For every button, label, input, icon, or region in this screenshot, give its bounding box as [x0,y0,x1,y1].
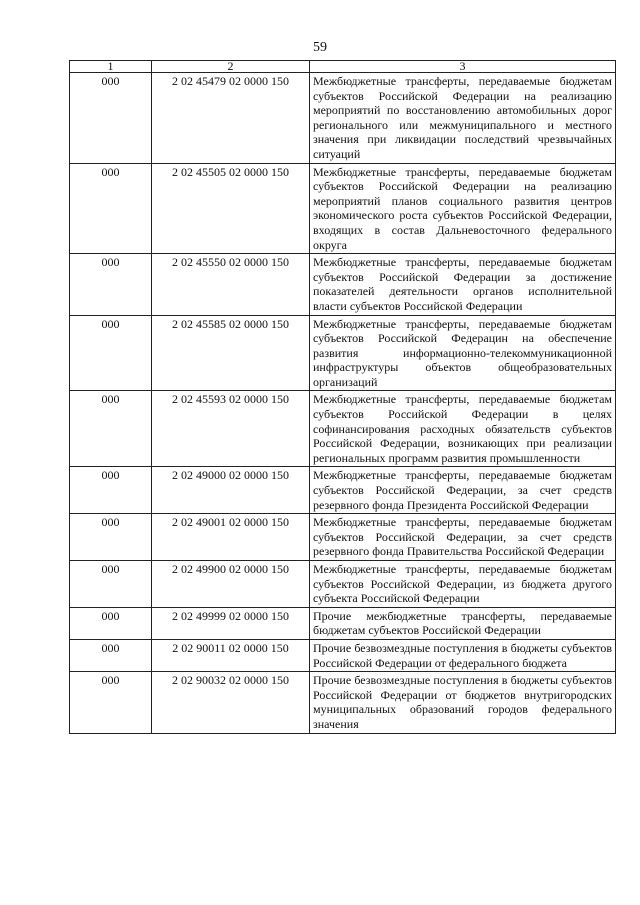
table-row [70,561,616,608]
description-cell: Межбюджетные трансферты, передаваемые бюджетам субъектов Российской Федерации, за счет средств резервного фонда Правительства Российской Федерации [310,514,616,561]
admin-code-cell: 000 [70,514,152,561]
table-row [70,672,616,733]
table-row [70,315,616,391]
admin-code-cell: 000 [70,639,152,671]
revenue-code-cell: 2 02 45585 02 0000 150 [152,315,310,391]
description-cell: Межбюджетные трансферты, передаваемые бюджетам субъектов Российской Федерации в целях софинансирования расходных обязательств субъектов Российской Федерации, возникающих при реализации региональных программ развития промышленности [310,391,616,467]
description-cell: Прочие безвозмездные поступления в бюджеты субъектов Российской Федерации от федерального бюджета [310,639,616,671]
table-row [70,514,616,561]
table-row [70,639,616,671]
revenue-code-cell: 2 02 49900 02 0000 150 [152,561,310,608]
description-cell: Межбюджетные трансферты, передаваемые бюджетам субъектов Российской Федерацин на обеспечение развития информационно-телекоммуникационной инфраструктуры объектов общеобразовательных организаций [310,315,616,391]
description-cell: Межбюджетные трансферты, передаваемые бюджетам субъектов Российской Федерации на реализацию мероприятий планов социального развития центров экономического роста субъектов Российской Федерации, входящих в состав Дальневосточного федерального округа [310,163,616,254]
description-cell: Межбюджетные трансферты, передаваемые бюджетам субъектов Российской Федерации, за счет средств резервного фонда Президента Российской Федерации [310,467,616,514]
column-header-3: 3 [310,61,616,73]
revenue-code-cell: 2 02 90032 02 0000 150 [152,672,310,733]
admin-code-cell: 000 [70,391,152,467]
description-cell: Межбюджетные трансферты, передаваемые бюджетам субъектов Российской Федерации, из бюджета другого субъекта Российской Федерации [310,561,616,608]
admin-code-cell: 000 [70,73,152,164]
table-row [70,607,616,639]
admin-code-cell: 000 [70,561,152,608]
admin-code-cell: 000 [70,607,152,639]
table-row [70,467,616,514]
admin-code-cell: 000 [70,254,152,315]
page-number: 59 [313,40,327,55]
revenue-code-cell: 2 02 45593 02 0000 150 [152,391,310,467]
column-header-1: 1 [70,61,152,73]
revenue-code-cell: 2 02 45479 02 0000 150 [152,73,310,164]
table-row [70,163,616,254]
revenue-code-cell: 2 02 49001 02 0000 150 [152,514,310,561]
table-row [70,391,616,467]
revenue-code-cell: 2 02 49000 02 0000 150 [152,467,310,514]
revenue-code-cell: 2 02 49999 02 0000 150 [152,607,310,639]
admin-code-cell: 000 [70,672,152,733]
description-cell: Межбюджетные трансферты, передаваемые бюджетам субъектов Российской Федерации на реализацию мероприятий по восстановлению автомобильных дорог регионального или межмуниципального и местного значения при ликвидации последствий чрезвычайных ситуаций [310,73,616,164]
admin-code-cell: 000 [70,315,152,391]
table-row [70,73,616,164]
description-cell: Прочие межбюджетные трансферты, передаваемые бюджетам субъектов Российской Федерации [310,607,616,639]
revenue-code-cell: 2 02 90011 02 0000 150 [152,639,310,671]
table-header-row [70,61,616,73]
column-header-2: 2 [152,61,310,73]
admin-code-cell: 000 [70,163,152,254]
budget-codes-table [69,60,616,734]
revenue-code-cell: 2 02 45550 02 0000 150 [152,254,310,315]
admin-code-cell: 000 [70,467,152,514]
description-cell: Межбюджетные трансферты, передаваемые бюджетам субъектов Российской Федерации за достижение показателей деятельности органов исполнительной власти субъектов Российской Федерации [310,254,616,315]
table-row [70,254,616,315]
description-cell: Прочие безвозмездные поступления в бюджеты субъектов Российской Федерации от бюджетов внутригородских муниципальных образований городов федерального значения [310,672,616,733]
revenue-code-cell: 2 02 45505 02 0000 150 [152,163,310,254]
